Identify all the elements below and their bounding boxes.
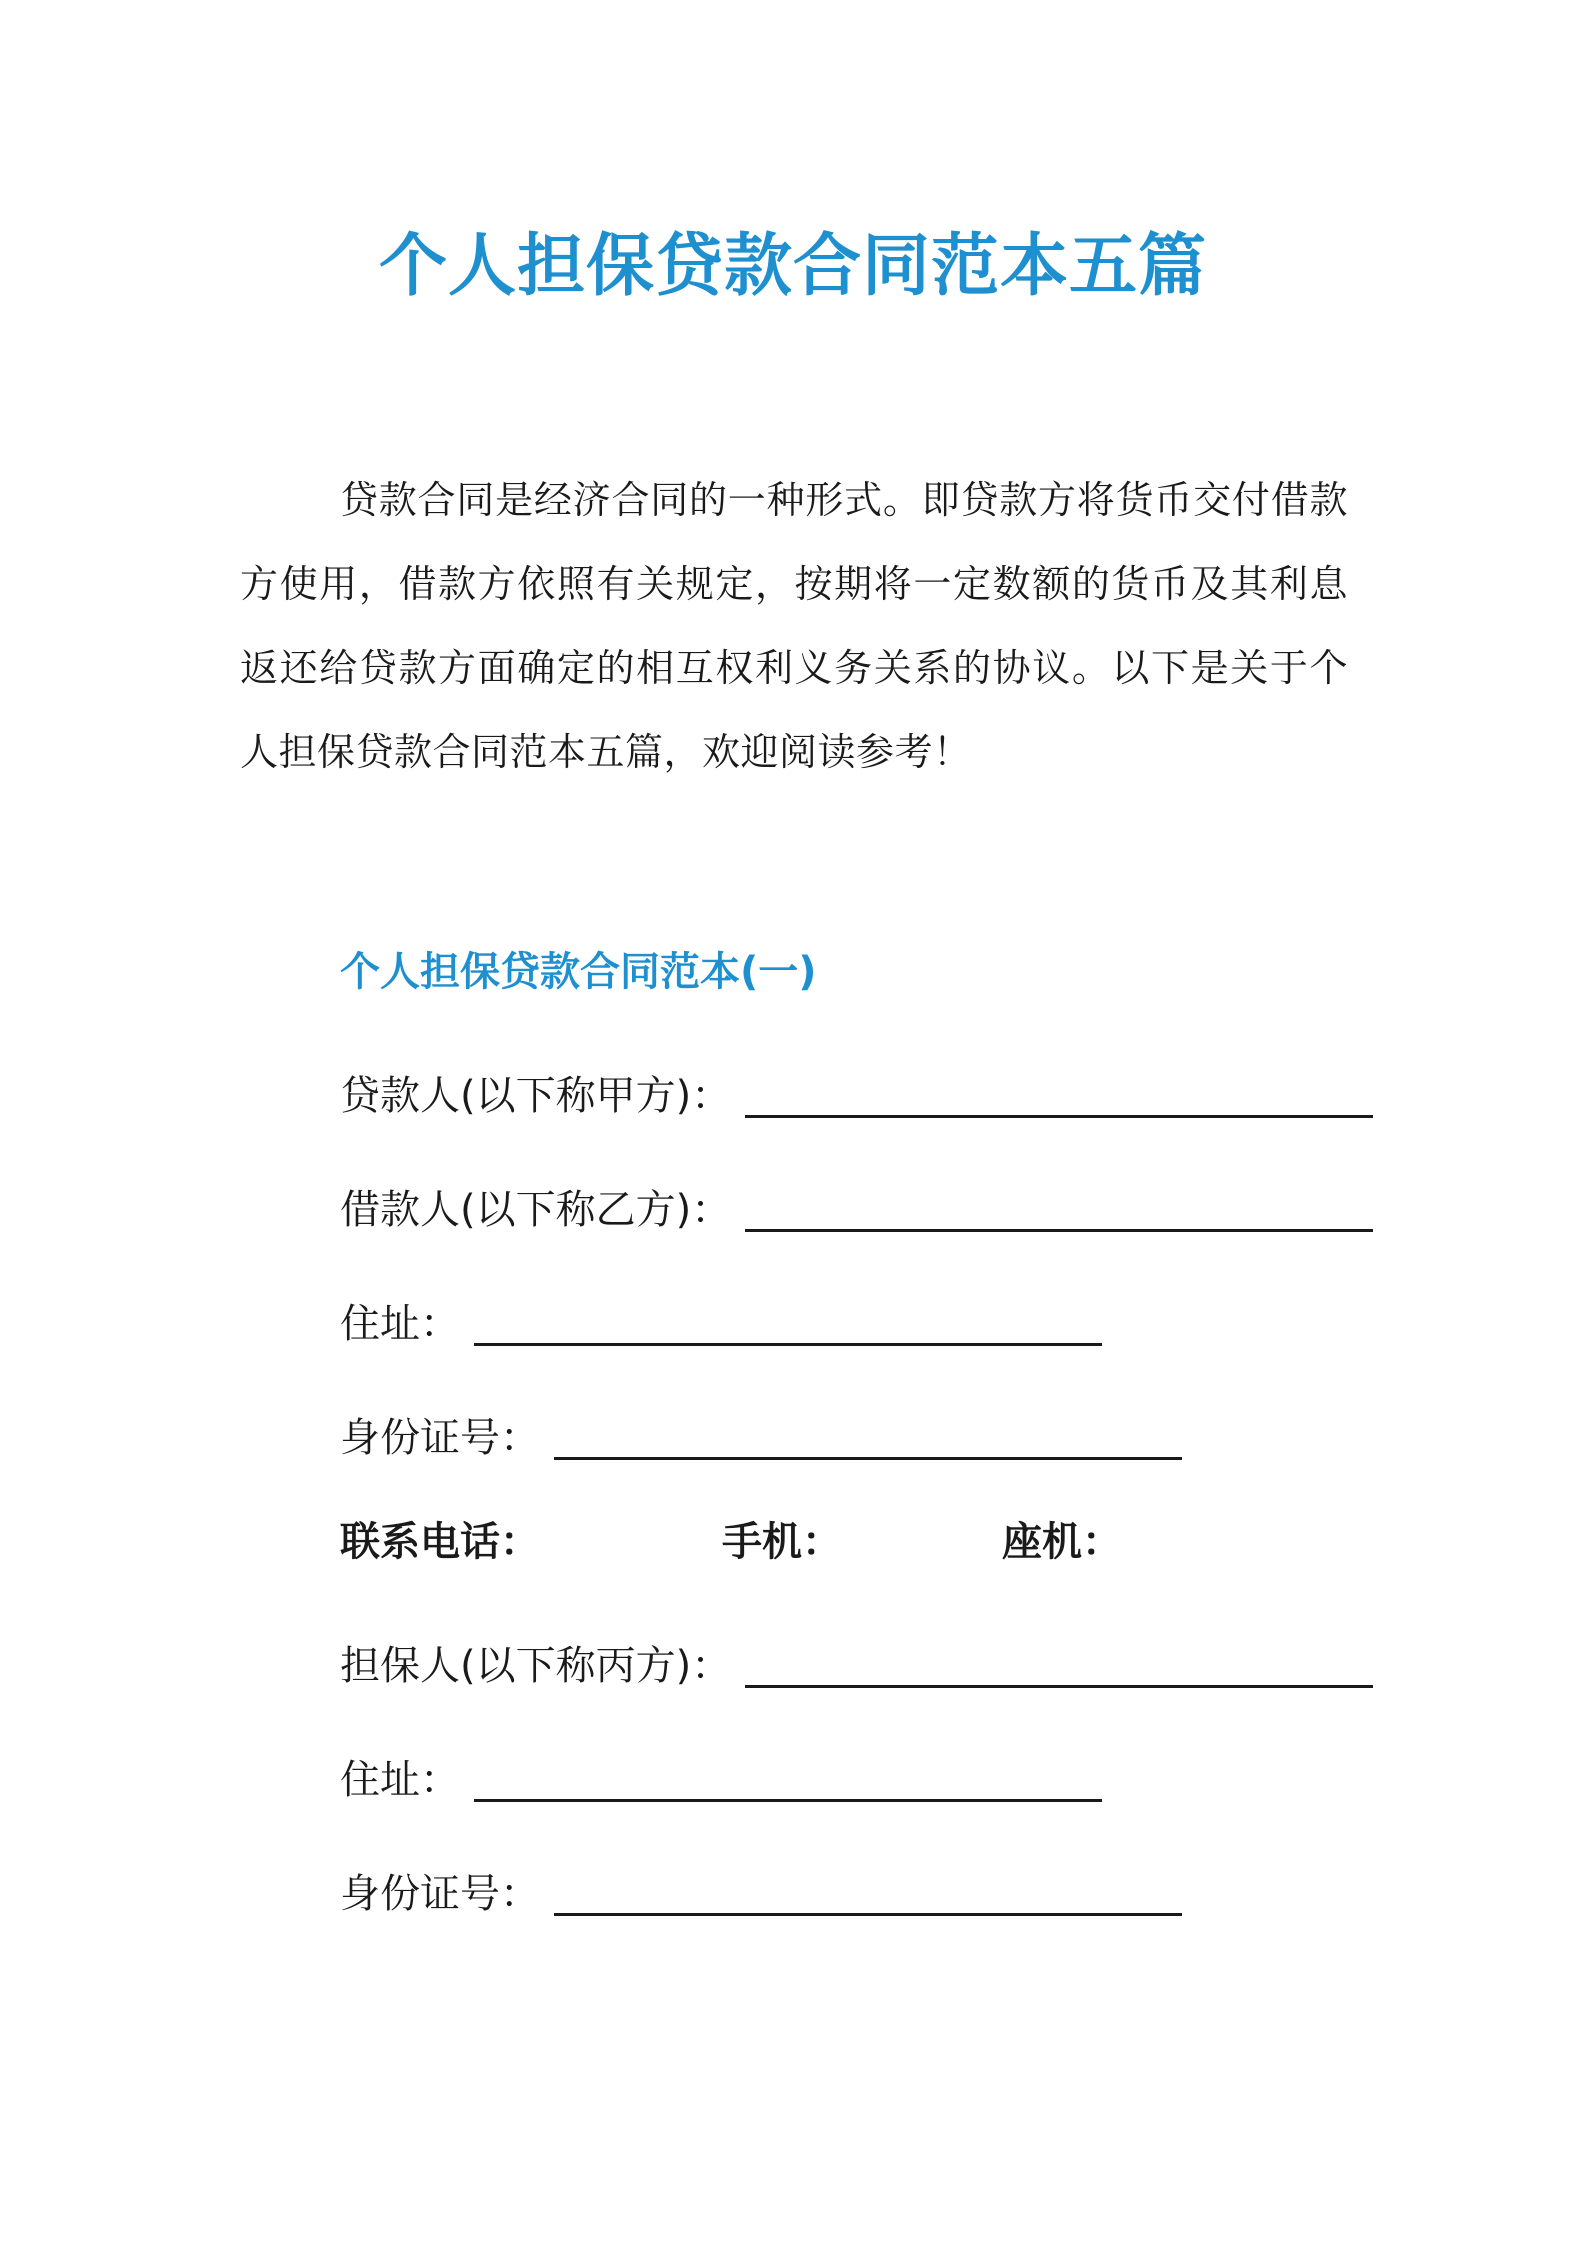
- address-blank-line-2[interactable]: [474, 1755, 1102, 1802]
- address-field-1: [340, 1294, 1102, 1354]
- borrower-field: [340, 1180, 1373, 1240]
- id-field-2: [340, 1864, 1182, 1924]
- borrower-label: 借款人(以下称乙方)：: [340, 1187, 732, 1233]
- contact-label: 联系电话：: [340, 1519, 540, 1565]
- address-label-1: 住址：: [340, 1301, 460, 1347]
- borrower-blank-line[interactable]: [745, 1185, 1373, 1232]
- lender-label: 贷款人(以下称甲方)：: [340, 1073, 732, 1119]
- address-blank-line-1[interactable]: [474, 1299, 1102, 1346]
- intro-paragraph: 贷款合同是经济合同的一种形式。即贷款方将货币交付借款方使用，借款方依照有关规定，按期将一定数额的货币及其利息返还给贷款方面确定的相互权利义务关系的协议。以下是关于个人担保贷款合同范本五篇，欢迎阅读参考！: [240, 478, 1348, 774]
- document-title: 个人担保贷款合同范本五篇: [378, 227, 1207, 306]
- address-field-2: [340, 1750, 1102, 1810]
- landline-label: 座机：: [1002, 1519, 1122, 1565]
- mobile-label: 手机：: [722, 1519, 842, 1565]
- guarantor-field: [340, 1636, 1373, 1696]
- lender-blank-line[interactable]: [745, 1071, 1373, 1118]
- id-label-1: 身份证号：: [340, 1415, 540, 1461]
- lender-field: [340, 1066, 1373, 1126]
- id-field-1: [340, 1408, 1182, 1468]
- guarantor-label: 担保人(以下称丙方)：: [340, 1643, 732, 1689]
- guarantor-blank-line[interactable]: [745, 1641, 1373, 1688]
- id-label-2: 身份证号：: [340, 1871, 540, 1917]
- address-label-2: 住址：: [340, 1757, 460, 1803]
- id-blank-line-2[interactable]: [554, 1869, 1182, 1916]
- section-heading: 个人担保贷款合同范本(一): [340, 949, 817, 995]
- id-blank-line-1[interactable]: [554, 1413, 1182, 1460]
